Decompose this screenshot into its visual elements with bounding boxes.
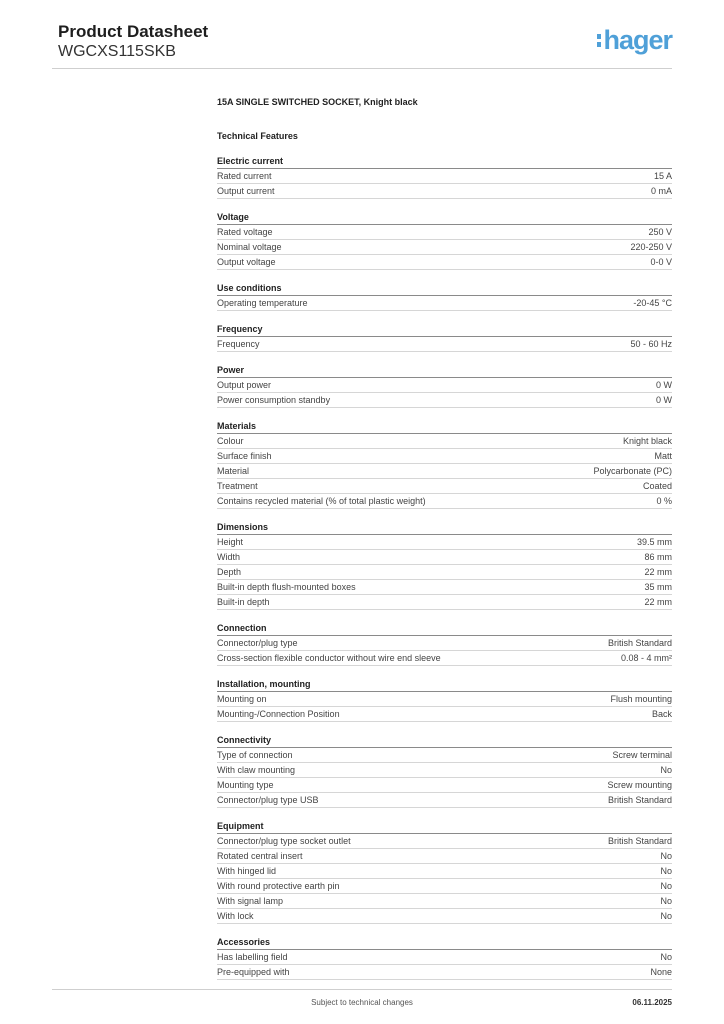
feature-row [217,748,672,763]
feature-row [217,169,672,184]
feature-row [217,778,672,793]
feature-label: Height [217,537,244,547]
technical-features-heading: Technical Features [217,131,298,141]
feature-value: Knight black [622,436,672,446]
feature-row [217,580,672,595]
feature-section [217,819,672,924]
feature-section [217,154,672,199]
feature-row [217,763,672,778]
feature-row [217,464,672,479]
document-header [58,22,208,62]
feature-row [217,849,672,864]
product-title: 15A SINGLE SWITCHED SOCKET, Knight black [217,97,418,107]
feature-sections [217,154,672,980]
feature-label: Contains recycled material (% of total plastic weight) [217,496,426,506]
feature-value: 0 % [656,496,672,506]
feature-label: Depth [217,567,242,577]
feature-label: Output current [217,186,275,196]
feature-label: With claw mounting [217,765,296,775]
feature-value: 250 V [648,227,672,237]
feature-label: Frequency [217,339,260,349]
feature-value: None [650,967,672,977]
feature-row [217,950,672,965]
feature-row [217,393,672,408]
feature-section [217,520,672,610]
section-title: Materials [217,419,672,434]
feature-row [217,255,672,270]
section-title: Electric current [217,154,672,169]
feature-label: Mounting on [217,694,267,704]
feature-value: 0-0 V [650,257,672,267]
feature-value: 15 A [653,171,672,181]
logo-mark-icon [597,34,601,47]
feature-label: With hinged lid [217,866,277,876]
feature-value: British Standard [607,836,672,846]
feature-label: Mounting-/Connection Position [217,709,340,719]
feature-row [217,565,672,580]
feature-label: Has labelling field [217,952,288,962]
feature-label: Width [217,552,241,562]
feature-value: No [660,911,672,921]
feature-row [217,378,672,393]
feature-value: 39.5 mm [636,537,672,547]
feature-label: Output power [217,380,272,390]
feature-value: 22 mm [644,567,672,577]
feature-label: Built-in depth flush-mounted boxes [217,582,356,592]
feature-value: Matt [654,451,672,461]
product-code: WGCXS115SKB [58,43,176,60]
feature-value: 0 mA [650,186,672,196]
section-title: Use conditions [217,281,672,296]
feature-row [217,636,672,651]
feature-label: Rated voltage [217,227,273,237]
feature-row [217,965,672,980]
feature-label: Material [217,466,250,476]
feature-row [217,651,672,666]
feature-label: Surface finish [217,451,272,461]
feature-value: British Standard [607,795,672,805]
feature-value: 22 mm [644,597,672,607]
feature-value: No [660,952,672,962]
feature-value: Back [651,709,672,719]
feature-value: No [660,896,672,906]
hager-logo [597,26,672,54]
feature-row [217,793,672,808]
feature-value: -20-45 °C [633,298,672,308]
footer-date: 06.11.2025 [632,998,672,1007]
feature-value: No [660,881,672,891]
feature-label: Nominal voltage [217,242,282,252]
feature-value: 50 - 60 Hz [630,339,672,349]
feature-label: Cross-section flexible conductor without wire end sleeve [217,653,441,663]
feature-label: Built-in depth [217,597,270,607]
section-title: Dimensions [217,520,672,535]
feature-label: Connector/plug type USB [217,795,319,805]
section-title: Equipment [217,819,672,834]
feature-row [217,834,672,849]
feature-section [217,363,672,408]
feature-row [217,479,672,494]
feature-row [217,434,672,449]
feature-section [217,935,672,980]
feature-value: Coated [642,481,672,491]
feature-label: Pre-equipped with [217,967,290,977]
feature-label: With lock [217,911,254,921]
feature-value: No [660,851,672,861]
footer-note: Subject to technical changes [311,998,413,1007]
feature-label: With signal lamp [217,896,284,906]
section-title: Connection [217,621,672,636]
logo-text: hager [603,25,672,55]
feature-row [217,296,672,311]
feature-row [217,692,672,707]
feature-label: With round protective earth pin [217,881,340,891]
feature-label: Operating temperature [217,298,308,308]
feature-row [217,879,672,894]
feature-value: 0 W [655,395,672,405]
datasheet-content [217,95,672,980]
feature-row [217,864,672,879]
feature-label: Connector/plug type socket outlet [217,836,351,846]
feature-row [217,595,672,610]
feature-label: Connector/plug type [217,638,298,648]
feature-row [217,550,672,565]
feature-value: 0 W [655,380,672,390]
feature-row [217,535,672,550]
feature-value: Polycarbonate (PC) [593,466,672,476]
feature-label: Rated current [217,171,272,181]
feature-label: Power consumption standby [217,395,331,405]
section-title: Voltage [217,210,672,225]
feature-row [217,494,672,509]
feature-section [217,210,672,270]
feature-row [217,184,672,199]
feature-value: 86 mm [644,552,672,562]
feature-row [217,449,672,464]
feature-section [217,419,672,509]
feature-label: Type of connection [217,750,293,760]
feature-label: Rotated central insert [217,851,303,861]
feature-row [217,909,672,924]
feature-value: No [660,765,672,775]
feature-value: Screw terminal [612,750,672,760]
feature-value: 220-250 V [630,242,672,252]
feature-value: No [660,866,672,876]
section-title: Power [217,363,672,378]
feature-row [217,240,672,255]
section-title: Frequency [217,322,672,337]
feature-row [217,225,672,240]
feature-label: Output voltage [217,257,276,267]
feature-section [217,621,672,666]
feature-value: Flush mounting [610,694,672,704]
feature-section [217,733,672,808]
footer-divider [52,989,672,990]
feature-value: 0.08 - 4 mm² [620,653,672,663]
feature-section [217,322,672,352]
section-title: Installation, mounting [217,677,672,692]
feature-value: Screw mounting [607,780,672,790]
feature-value: British Standard [607,638,672,648]
feature-label: Colour [217,436,244,446]
feature-section [217,677,672,722]
feature-value: 35 mm [644,582,672,592]
feature-label: Treatment [217,481,258,491]
feature-section [217,281,672,311]
feature-row [217,894,672,909]
feature-row [217,337,672,352]
header-divider [52,68,672,69]
section-title: Accessories [217,935,672,950]
feature-label: Mounting type [217,780,274,790]
feature-row [217,707,672,722]
document-title: Product Datasheet [58,22,209,41]
section-title: Connectivity [217,733,672,748]
